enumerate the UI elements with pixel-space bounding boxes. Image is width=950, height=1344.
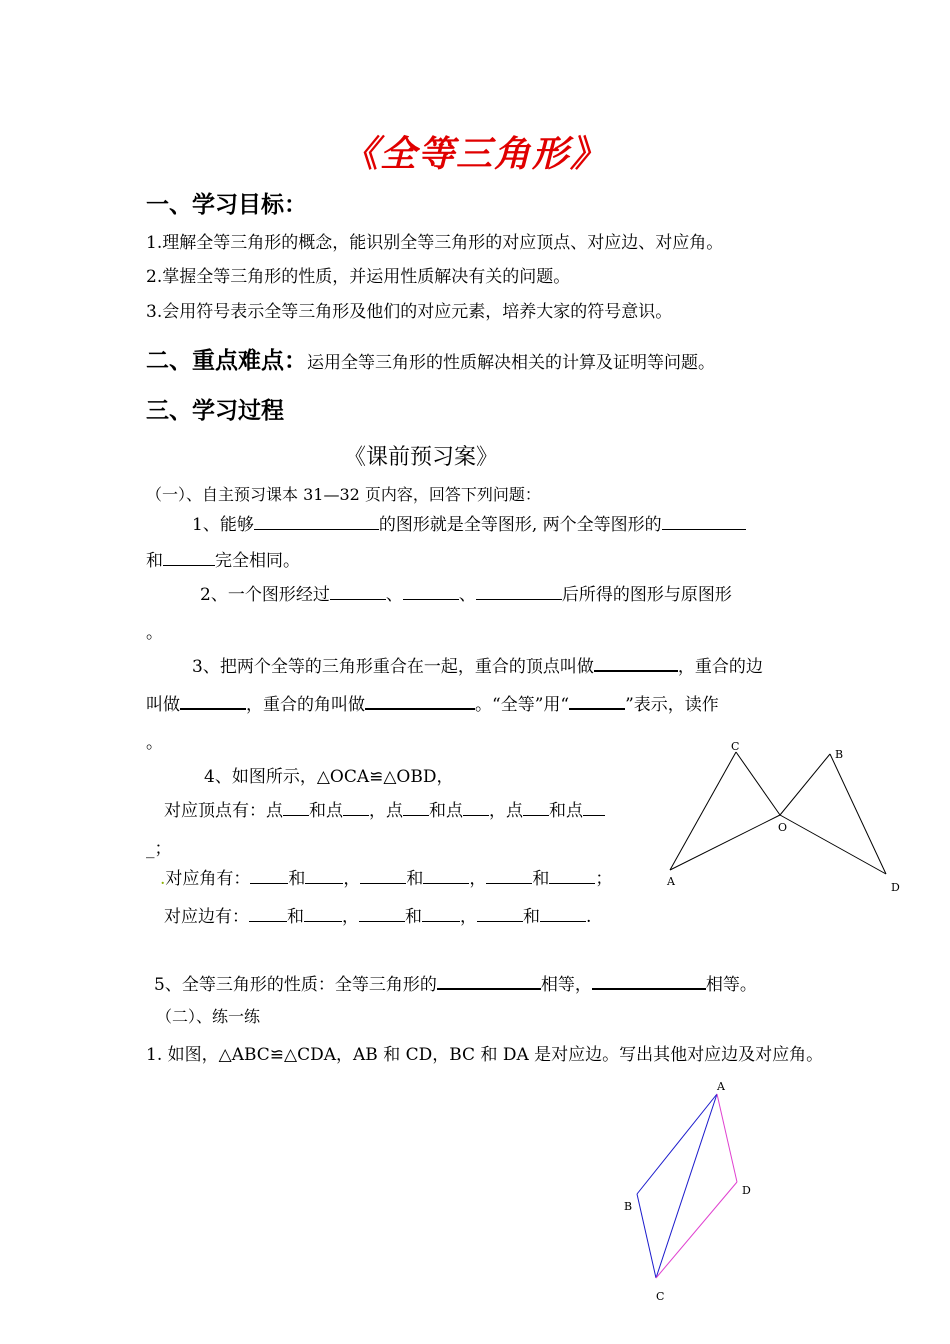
q2-blank-1[interactable] (330, 582, 386, 600)
segment-ad (717, 1094, 737, 1182)
label-c: C (656, 1290, 665, 1303)
goals-heading: 一、学习目标： (146, 192, 307, 218)
q1-text-d: 完全相同。 (215, 551, 300, 571)
q4-side-blank-2[interactable] (304, 904, 342, 922)
q1-text-a: 1、能够 (192, 515, 254, 535)
q3-text-b: ，重合的边 (677, 657, 763, 677)
q1-text-c: 和 (146, 551, 163, 571)
key-points (146, 342, 715, 375)
q4-vertex-blank-2[interactable] (343, 798, 369, 816)
q1-text-b: 的图形就是全等图形, 两个全等图形的 (378, 515, 662, 535)
q4-angle-blank-1[interactable] (250, 866, 288, 884)
segment-dc (656, 1182, 737, 1278)
triangle-figure-ocabd (650, 730, 920, 900)
q3-text-d: ，重合的角叫做 (246, 695, 365, 715)
question-2-line-1 (200, 580, 732, 605)
goal-3: 3.会用符号表示全等三角形及他们的对应元素，培养大家的符号意识。 (146, 302, 673, 322)
goal-1: 1.理解全等三角形的概念，能识别全等三角形的对应顶点、对应边、对应角。 (146, 233, 724, 253)
q4-angle-blank-4[interactable] (423, 866, 469, 884)
key-heading: 二、重点难点： (146, 348, 307, 374)
q3-text-e: 。“全等”用“ (475, 695, 570, 715)
process-heading: 三、学习过程 (146, 398, 284, 424)
q4-angle-blank-5[interactable] (486, 866, 532, 884)
q4-angle-blank-2[interactable] (305, 866, 343, 884)
q5-text-b: 相等， (540, 975, 592, 995)
q4-side-comma-2: ， (460, 907, 477, 927)
q4-angle-and-1: 和 (288, 869, 306, 889)
q4-vertex-blank-4[interactable] (463, 798, 489, 816)
q4-vertex-blank-5[interactable] (523, 798, 549, 816)
q4-angle-and-3: 和 (532, 869, 550, 889)
question-1-line-2 (146, 546, 300, 571)
label-a: A (667, 875, 675, 888)
segment-ac (656, 1094, 717, 1278)
q4-side-blank-4[interactable] (422, 904, 460, 922)
q5-blank-1[interactable] (437, 971, 541, 990)
q2-text-b: 后所得的图形与原图形 (561, 585, 732, 605)
key-text: 运用全等三角形的性质解决相关的计算及证明等问题。 (307, 353, 715, 373)
q4-angles-label: 对应角有： (165, 869, 251, 889)
q2-end: 。 (146, 623, 163, 643)
question-4-intro: 4、如图所示，△OCA≌△OBD， (204, 767, 454, 787)
q4-side-blank-5[interactable] (477, 904, 523, 922)
question-1-line-1 (192, 510, 746, 535)
label-c: C (731, 740, 740, 753)
q3-text-a: 3、把两个全等的三角形重合在一起，重合的顶点叫做 (192, 657, 594, 677)
q4-vertices-and-3: 和点 (549, 801, 583, 821)
q2-sep-2: 、 (458, 585, 476, 605)
q3-text-f: ”表示，读作 (625, 695, 719, 715)
quadrilateral-figure-abcd (610, 1070, 780, 1310)
q4-vertices-label: 对应顶点有：点 (164, 801, 283, 821)
label-a: A (717, 1080, 725, 1093)
preview-intro: （一）、自主预习课本 31—32 页内容，回答下列问题： (146, 485, 541, 504)
q4-vertices-point-2: ，点 (369, 801, 403, 821)
preview-title: 《课前预习案》 (344, 445, 499, 470)
q2-blank-2[interactable] (403, 582, 459, 600)
q4-vertex-blank-1[interactable] (283, 798, 309, 816)
q3-blank-2[interactable] (180, 691, 246, 710)
q5-blank-2[interactable] (592, 971, 706, 990)
segment-ac (670, 752, 736, 870)
q3-blank-3[interactable] (365, 691, 475, 710)
question-3-line-2 (146, 690, 719, 715)
goal-2: 2.掌握全等三角形的性质，并运用性质解决有关的问题。 (146, 267, 571, 287)
q4-vertices-and-2: 和点 (429, 801, 463, 821)
q4-sides-label: 对应边有： (164, 907, 249, 927)
q1-blank-1[interactable] (254, 512, 379, 530)
q3-blank-1[interactable] (594, 653, 678, 672)
label-d: D (742, 1184, 751, 1197)
q1-blank-3[interactable] (163, 548, 215, 566)
segment-ab (637, 1094, 717, 1194)
q4-angle-comma-1: ， (343, 869, 361, 889)
document-title: 《全等三角形》 (341, 133, 608, 175)
segment-ao (670, 815, 780, 870)
q4-angle-comma-2: ， (469, 869, 487, 889)
q4-side-and-2: 和 (405, 907, 422, 927)
segment-co (736, 752, 780, 815)
q1-blank-2[interactable] (662, 512, 746, 530)
q4-angle-blank-6[interactable] (549, 866, 595, 884)
practice-heading: （二）、练一练 (156, 1007, 261, 1026)
label-d: D (891, 881, 900, 894)
q4-side-and-1: 和 (287, 907, 304, 927)
q3-blank-4[interactable] (569, 691, 625, 710)
label-b: B (624, 1200, 633, 1213)
question-3-line-1 (192, 652, 763, 677)
q4-side-blank-6[interactable] (540, 904, 586, 922)
q4-vertices-end: _； (146, 839, 172, 859)
label-b: B (835, 748, 844, 761)
question-5 (154, 970, 757, 995)
segment-bc (637, 1194, 656, 1278)
practice-question-1: 1. 如图，△ABC≌△CDA，AB 和 CD，BC 和 DA 是对应边。写出其他对应边及对应角。 (146, 1045, 824, 1065)
q2-text-a: 2、一个图形经过 (200, 585, 330, 605)
q5-text-c: 相等。 (705, 975, 757, 995)
q4-vertices-point-3: ，点 (489, 801, 523, 821)
q4-angle-and-2: 和 (406, 869, 424, 889)
q2-sep-1: 、 (385, 585, 403, 605)
segment-bd (830, 754, 886, 874)
q4-vertex-blank-6[interactable] (583, 798, 605, 816)
q3-end: 。 (146, 733, 163, 753)
q4-side-end: . (586, 907, 592, 927)
q4-vertices-line (164, 796, 605, 821)
q4-angle-end: ； (595, 869, 613, 889)
q4-sides-line (164, 902, 591, 927)
segment-od (780, 815, 886, 874)
q5-text-a: 5、全等三角形的性质：全等三角形的 (154, 975, 437, 995)
q4-angle-blank-3[interactable] (360, 866, 406, 884)
q3-text-c: 叫做 (146, 695, 180, 715)
label-o: O (778, 821, 788, 834)
q2-blank-3[interactable] (476, 582, 562, 600)
q4-vertex-blank-3[interactable] (403, 798, 429, 816)
q4-vertices-and-1: 和点 (309, 801, 343, 821)
q4-side-and-3: 和 (523, 907, 540, 927)
margin-mark: . (160, 869, 166, 889)
segment-ob (780, 754, 830, 815)
q4-side-comma-1: ， (342, 907, 359, 927)
q4-side-blank-3[interactable] (359, 904, 405, 922)
q4-angles-line (160, 864, 612, 889)
q4-side-blank-1[interactable] (249, 904, 287, 922)
